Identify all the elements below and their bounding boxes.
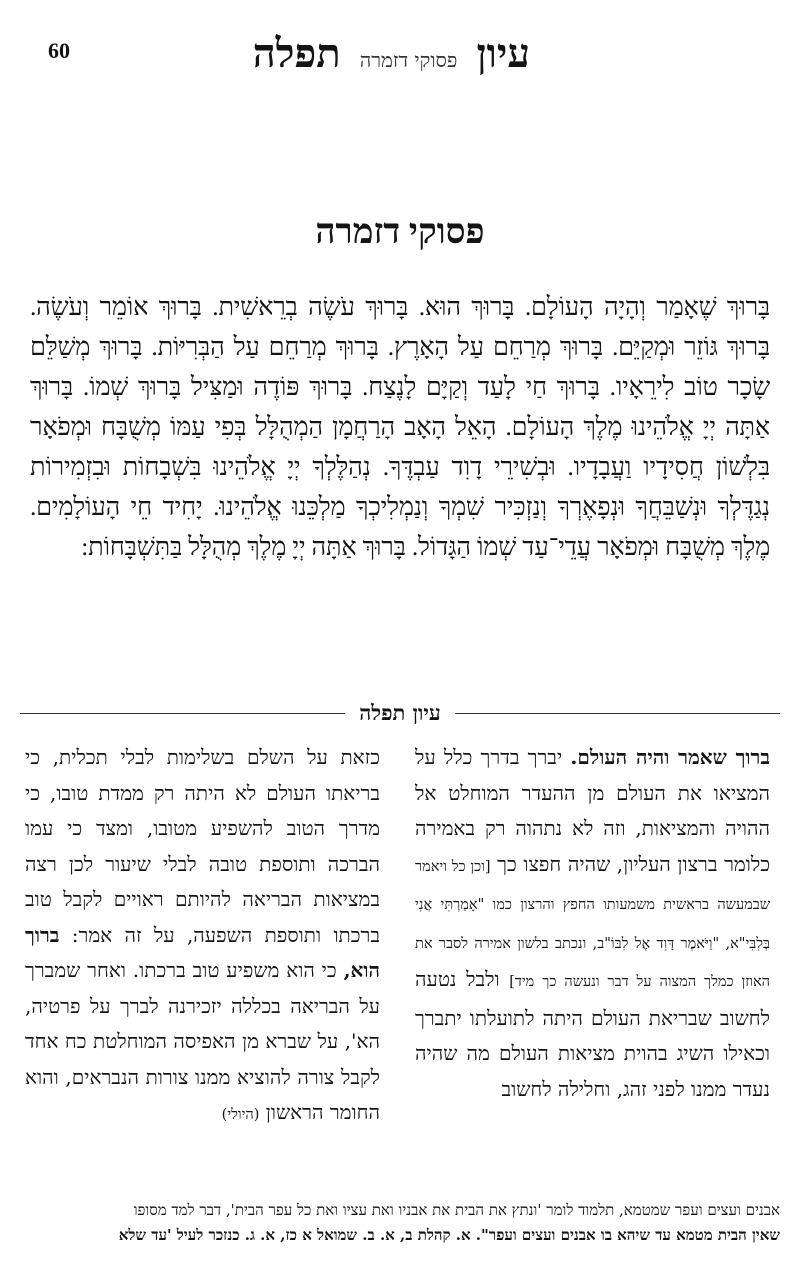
- header-main-title: עיון: [476, 31, 530, 76]
- commentary-divider: [20, 700, 780, 726]
- commentary-left-bold: ברוך הוא,: [25, 922, 381, 982]
- divider-label: עיון תפלה: [345, 700, 455, 726]
- prayer-text: בָּרוּךְ שֶׁאָמַר וְהָיָה הָעוֹלָם. בָּרוּךְ הוּא. בָּרוּךְ עֹשֶׂה בְרֵאשִׁית. בָּרוּךְ אוֹמֵר וְעֹשֶׂה. בָּרוּךְ גּוֹזֵר וּמְקַיֵּם. בָּרוּךְ מְרַחֵם עַל הָאָרֶץ. בָּרוּךְ מְרַחֵם עַל הַבְּרִיּוֹת. בָּרוּךְ מְשַׁלֵּם שָׂכָר טוֹב לִירֵאָיו. בָּרוּךְ חַי לָעַד וְקַיָּם לָנֶצַח. בָּרוּךְ פּוֹדֶה וּמַצִּיל בָּרוּךְ שְׁמוֹ. בָּרוּךְ אַתָּה יְיָ אֱלֹהֵינוּ מֶלֶךְ הָעוֹלָם. הָאֵל הָאָב הָרַחֲמָן הַמְהֻלָּל בְּפִי עַמּוֹ מְשֻׁבָּח וּמְפֹאָר בִּלְשׁוֹן חֲסִידָיו וַעֲבָדָיו. וּבְשִׁירֵי דָוִד עַבְדֶּךָ. נְהַלֶּלְךָ יְיָ אֱלֹהֵינוּ בִּשְׁבָחוֹת וּבִזְמִירוֹת נְגַדֶּלְךָ וּנְשַׁבֵּחֲךָ וּנְפָאֶרְךָ וְנַזְכִּיר שִׁמְךָ וְנַמְלִיכְךָ מַלְכֵּנוּ אֱלֹהֵינוּ. יָחִיד חֵי הָעוֹלָמִים. מֶלֶךְ מְשֻׁבָּח וּמְפֹאָר עֲדֵי־עַד שְׁמוֹ הַגָּדוֹל. בָּרוּךְ אַתָּה יְיָ מֶלֶךְ מְהֻלָּל בַּתִּשְׁבָּחוֹת:: [30, 292, 770, 561]
- running-header: [30, 28, 770, 78]
- commentary-left-text-2: כי הוא משפיע טוב ברכתו. ואחר שמברך על הבריאה בכללה יזכירנה לברך על פרטיה, הא', על שברא מן האפיסה המוחלטת כח אחד לקבל צורה להוציא ממנו צורות הנבראים, והוא החומר הראשון: [25, 958, 380, 1124]
- commentary-left-note: (היולי): [221, 1107, 260, 1123]
- header-titles: [253, 30, 530, 77]
- commentary-right-column: [415, 740, 770, 1107]
- commentary-left-column: [25, 740, 380, 1134]
- header-subtitle: פסוקי דזמרה: [359, 48, 458, 72]
- footnotes: [20, 1198, 780, 1248]
- commentary-right-note: [וכן כל ויאמר שבמעשה בראשית משמעותו החפץ והרצון כמו "אָמַרְתִּי אֲנִי בְּלִבִּי"א, "וַיֹּאמֶר דָּוִד אֶל לִבּוֹ"ב, ונכתב בלשון אמירה לסבר את האוזן כמלך המצוה על דבר ונעשה כך מיד]: [415, 858, 770, 990]
- section-title: פסוקי דזמרה: [315, 212, 485, 251]
- page-number: 60: [48, 38, 70, 63]
- commentary-lead: ברוך שאמר והיה העולם.: [570, 745, 771, 769]
- commentary-right-text-2: ולבל נטעה לחשוב שבריאת העולם היתה לתועלתו יתברך וכאילו השיג בהוית מציאות העולם מה שהיה נעדר ממנו לפני זהג, וחלילה לחשוב: [415, 967, 770, 1101]
- commentary-right-text-1: יברך בדרך כלל על המציאו את העולם מן ההעדר המוחלט אל ההויה והמציאות, וזה לא נתהוה רק באמירה כלומר ברצון העליון, שהיה חפצו כך: [415, 745, 771, 876]
- commentary-left-text-1: כזאת על השלם בשלימות לבלי תכלית, כי בריאתו העולם לא היתה רק ממדת טובו, כי מדרך הטוב להשפיע מטובו, ומצד כי עמו הברכה ותוספת טובה לבלי שיעור לכן רצה במציאות הבריאה להיותם ראויים לקבל טוב ברכתו ותוספת השפעה, על זה אמר:: [25, 745, 380, 947]
- commentary: [25, 740, 770, 1155]
- footnote-line-1: אבנים ועצים ועפר שמטמא, תלמוד לומר 'ונתץ את הבית את אבניו ואת עציו ואת כל עפר הבית', דבר למד מסופו: [133, 1201, 780, 1219]
- footnote-line-2: שאין הבית מטמא עד שיהא בו אבנים ועצים ועפר". א. קהלת ב, א. ב. שמואל א כז, א. ג. כנזכר לעיל 'עד שלא: [118, 1226, 780, 1244]
- header-book-title: תפלה: [252, 31, 341, 76]
